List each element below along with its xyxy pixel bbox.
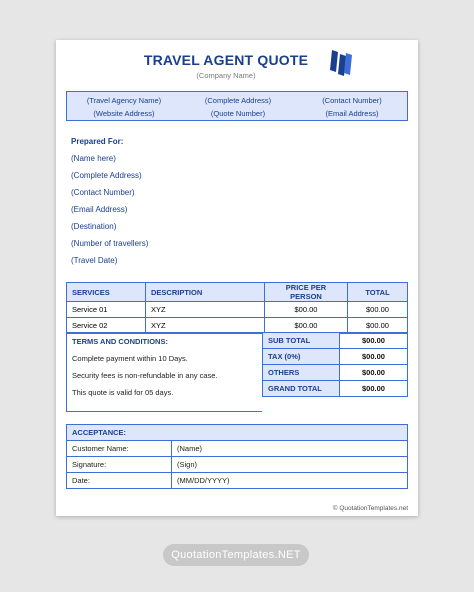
tax-value: $00.00 [340,349,408,365]
totals-table [262,332,408,397]
client-travel-date: (Travel Date) [71,256,118,265]
grand-total-row [263,381,408,397]
acceptance-title: ACCEPTANCE: [67,425,408,441]
table-row [67,473,408,489]
terms-line: Security fees is non-refundable in any case. [72,371,218,380]
date-value: (MM/DD/YYYY) [172,473,408,489]
service-price: $00.00 [265,302,348,318]
logo-icon [328,48,354,78]
agency-name: (Travel Agency Name) [86,96,162,105]
client-name: (Name here) [71,154,116,163]
subtotal-value: $00.00 [340,333,408,349]
service-description: XYZ [146,318,265,334]
client-travellers: (Number of travellers) [71,239,149,248]
copyright-credit: © QuotationTemplates.net [332,505,408,512]
services-header: SERVICES [67,283,146,302]
others-value: $00.00 [340,365,408,381]
date-label: Date: [67,473,172,489]
signature-value: (Sign) [172,457,408,473]
service-name: Service 01 [67,302,146,318]
grand-total-value: $00.00 [340,381,408,397]
table-row [67,457,408,473]
subtotal-label: SUB TOTAL [263,333,340,349]
agency-email: (Email Address) [325,109,379,118]
customer-name-label: Customer Name: [67,441,172,457]
service-price: $00.00 [265,318,348,334]
acceptance-table [66,424,408,489]
customer-name-value: (Name) [172,441,408,457]
grand-total-label: GRAND TOTAL [263,381,340,397]
terms-line: This quote is valid for 05 days. [72,388,174,397]
subtotal-row [263,333,408,349]
client-destination: (Destination) [71,222,117,231]
company-name: (Company Name) [196,71,256,80]
client-email: (Email Address) [71,205,128,214]
client-contact: (Contact Number) [71,188,135,197]
quote-number: (Quote Number) [210,109,266,118]
tax-label: TAX (0%) [263,349,340,365]
terms-line: Complete payment within 10 Days. [72,354,188,363]
agency-info-box [66,91,408,121]
table-row [67,302,408,318]
signature-label: Signature: [67,457,172,473]
document-title: TRAVEL AGENT QUOTE [143,52,309,68]
agency-contact: (Contact Number) [322,96,382,105]
price-header: PRICE PER PERSON [265,283,348,302]
agency-address: (Complete Address) [204,96,272,105]
others-row [263,365,408,381]
service-total: $00.00 [348,318,408,334]
terms-box [66,332,262,412]
service-name: Service 02 [67,318,146,334]
prepared-for-label: Prepared For: [71,137,124,146]
services-table [66,282,408,334]
tax-row [263,349,408,365]
terms-title: TERMS AND CONDITIONS: [72,337,168,346]
service-description: XYZ [146,302,265,318]
description-header: DESCRIPTION [146,283,265,302]
agency-website: (Website Address) [93,109,155,118]
quote-document [56,40,418,516]
others-label: OTHERS [263,365,340,381]
table-row [67,441,408,457]
client-address: (Complete Address) [71,171,142,180]
watermark-badge: QuotationTemplates.NET [163,544,309,566]
total-header: TOTAL [348,283,408,302]
service-total: $00.00 [348,302,408,318]
